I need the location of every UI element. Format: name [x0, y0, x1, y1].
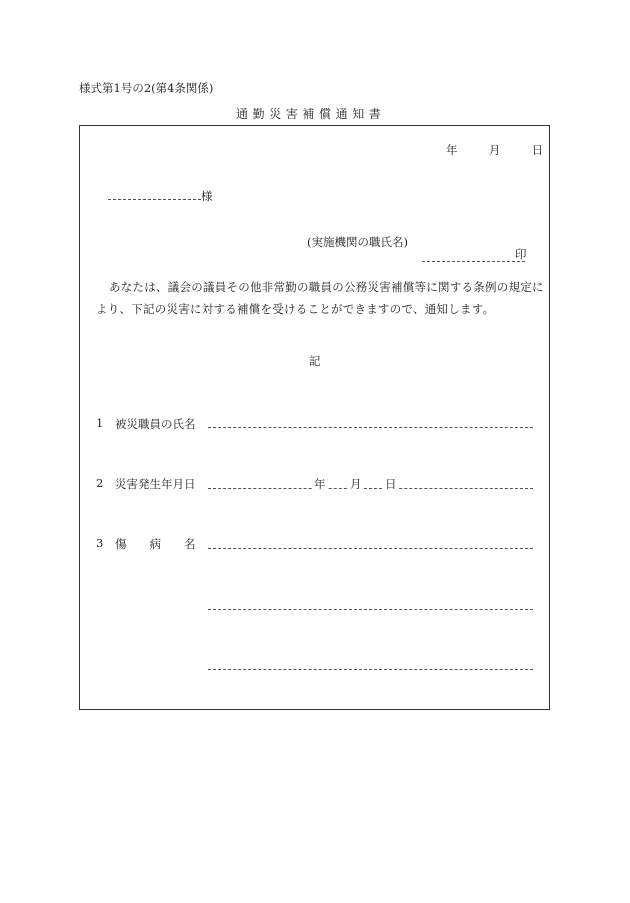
item-label-incident-date: 災害発生年月日: [115, 477, 196, 491]
injury-name-field-line-3[interactable]: [208, 669, 533, 670]
item-number: 2: [96, 476, 104, 490]
incident-year-label: 年: [314, 477, 326, 491]
item-number: 1: [96, 416, 104, 430]
issue-day-label: 日: [531, 143, 544, 157]
form-number: 様式第1号の2(第4条関係): [79, 81, 214, 95]
recipient-name-field[interactable]: [108, 199, 201, 200]
item-label-victim-name: 被災職員の氏名: [115, 417, 196, 431]
injury-name-field-line-2[interactable]: [208, 609, 533, 610]
notification-body: あなたは、議会の議員その他非常勤の職員の公務災害補償等に関する条例の規定により、下記の災害に対する補償を受けることができますので、通知します。: [96, 280, 544, 316]
agency-label: (実施機関の職氏名): [307, 235, 408, 249]
victim-name-field[interactable]: [208, 427, 533, 428]
document-title: 通勤災害補償通知書: [236, 107, 386, 121]
issue-month-label: 月: [488, 143, 501, 157]
seal-label: 印: [515, 247, 527, 261]
item-label-injury-name: 傷 病 名: [115, 537, 196, 551]
injury-name-field-line-1[interactable]: [208, 548, 533, 549]
ki-heading: 記: [309, 354, 321, 368]
issue-date-line: [446, 142, 543, 158]
agency-name-field[interactable]: [422, 261, 525, 262]
recipient-honorific: 様: [201, 189, 213, 203]
issue-year-label: 年: [446, 143, 458, 157]
incident-date-field[interactable]: [208, 488, 533, 489]
incident-day-label: 日: [385, 477, 397, 491]
incident-month-label: 月: [350, 477, 362, 491]
item-number: 3: [96, 536, 104, 550]
